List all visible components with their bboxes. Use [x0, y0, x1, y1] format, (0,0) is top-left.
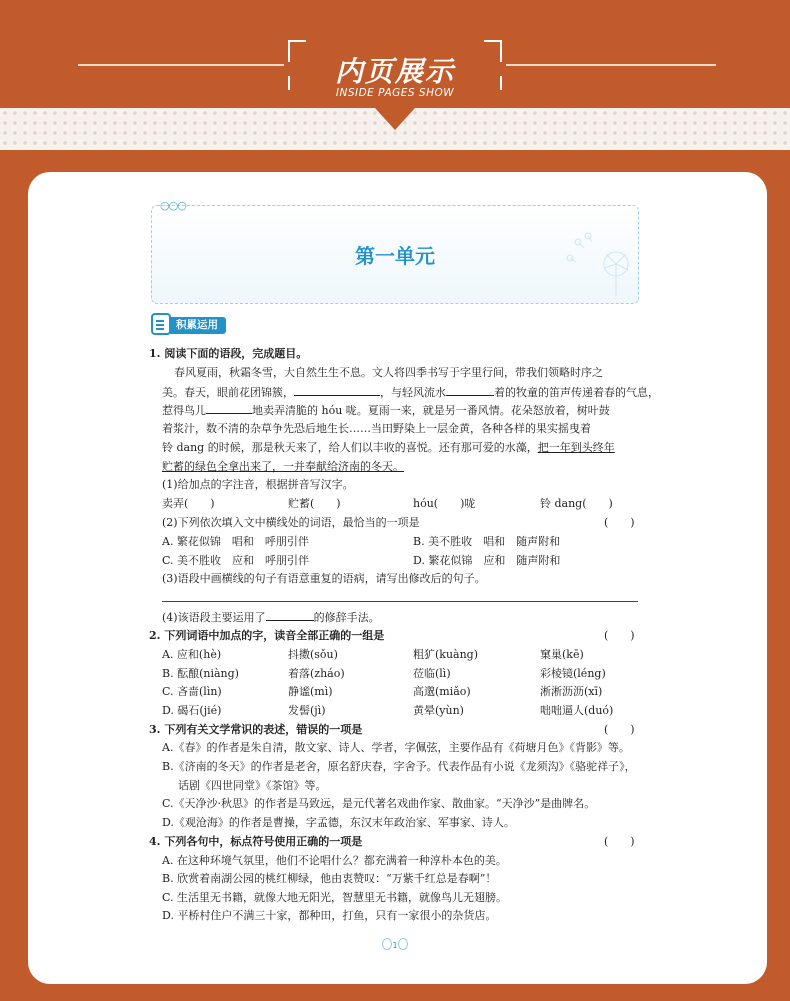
q1-line-4: 着浆汁，数不清的杂草争先恐后地生长……当田野染上一层金黄，各种各样的果实摇曳着	[162, 422, 591, 435]
q1-line-2: 美。春天，眼前花团锦簇， ，与轻风流水 着的牧童的笛声传递着春的气息，	[162, 386, 659, 399]
blank-4[interactable]	[266, 610, 314, 621]
section-tag-label: 积累运用	[170, 317, 226, 334]
blank-3[interactable]	[206, 403, 252, 414]
q2-a-4: 窠巢(kē)	[540, 648, 584, 661]
blank-1[interactable]	[294, 385, 380, 396]
q2-paren[interactable]: ( )	[604, 629, 635, 642]
q1-sub4: (4)该语段主要运用了 的修辞手法。	[162, 611, 380, 624]
q4-option-c: C. 生活里无书籍，就像大地无阳光，智慧里无书籍，就像鸟儿无翅膀。	[162, 891, 508, 904]
q1-sub2-option-d: D. 繁花似锦 应和 随声附和	[413, 554, 561, 567]
q1-line-6: 贮蓄的绿色全拿出来了，一并奉献给济南的冬天。	[162, 460, 404, 473]
q2-a-1: A. 应和(hè)	[162, 648, 222, 661]
q1-line-3: 惹得鸟儿 地卖弄清脆的 hóu 咙。夏雨一来，就是另一番风情。花朵怒放着，树叶鼓	[162, 404, 610, 417]
q3-option-a: A.《春》的作者是朱自清，散文家、诗人、学者，字佩弦，主要作品有《荷塘月色》《背影》等。	[162, 741, 630, 754]
q4-stem: 4. 下列各句中，标点符号使用正确的一项是	[149, 835, 363, 848]
blank-2[interactable]	[446, 385, 494, 396]
q2-b-3: 莅临(lì)	[413, 667, 451, 680]
q1-sub1-item-1: 卖弄( )	[162, 497, 215, 510]
q1-sub2: (2)下列依次填入文中横线处的词语，最恰当的一项是	[162, 516, 420, 529]
q1-sub1: (1)给加点的字注音，根据拼音写汉字。	[162, 478, 354, 491]
dandelion-icon	[558, 228, 636, 298]
q2-a-3: 粗犷(kuàng)	[413, 648, 479, 661]
header-notch	[375, 108, 415, 130]
page-number: 1	[392, 941, 398, 950]
q2-a-2: 抖擞(sǒu)	[288, 648, 338, 661]
q1-sub1-item-4: 铃 dang( )	[540, 497, 613, 510]
q1-sub2-option-a: A. 繁花似锦 唱和 呼朋引伴	[162, 535, 309, 548]
q1-sub2-option-c: C. 美不胜收 应和 呼朋引伴	[162, 554, 310, 567]
header-title: 内页展示	[334, 55, 455, 88]
q3-option-d: D.《观沧海》的作者是曹操，字孟德，东汉末年政治家、军事家、诗人。	[162, 816, 515, 829]
q2-stem: 2. 下列词语中加点的字，读音全部正确的一组是	[149, 629, 385, 642]
q3-option-b-cont: 话剧《四世同堂》《茶馆》等。	[178, 779, 327, 792]
q4-option-b: B. 欣赏着南湖公园的桃红柳绿，他由衷赞叹：“万紫千红总是春啊”！	[162, 872, 497, 885]
q4-paren[interactable]: ( )	[604, 835, 635, 848]
header-subtitle: INSIDE PAGES SHOW	[335, 87, 455, 99]
q3-option-c: C.《天净沙·秋思》的作者是马致远，是元代著名戏曲作家、散曲家。“天净沙”是曲牌名。	[162, 797, 596, 810]
q1-stem: 1. 阅读下面的语段，完成题目。	[149, 347, 308, 360]
q2-d-1: D. 碣石(jié)	[162, 704, 222, 717]
q2-c-1: C. 吝啬(lìn)	[162, 685, 222, 698]
q1-line-1: 春风夏雨，秋霜冬雪，大自然生生不息。文人将四季书写于字里行间，带我们领略时序之	[174, 366, 603, 379]
q3-paren[interactable]: ( )	[604, 723, 635, 736]
q2-b-4: 彩棱镜(léng)	[540, 667, 606, 680]
q2-b-2: 着落(zháo)	[288, 667, 345, 680]
answer-line[interactable]	[162, 601, 638, 602]
q2-d-3: 黄晕(yùn)	[413, 704, 464, 717]
q2-d-4: 咄咄逼人(duó)	[540, 704, 614, 717]
q1-sub1-item-2: 贮蓄( )	[288, 497, 341, 510]
q2-c-3: 高邈(miǎo)	[413, 685, 471, 698]
notebook-icon	[151, 313, 171, 335]
binder-rings-icon: ○○○	[160, 199, 186, 212]
header-band	[0, 0, 790, 108]
unit-title: 第一单元	[355, 244, 435, 268]
q3-option-b: B.《济南的冬天》的作者是老舍，原名舒庆春，字舍予。代表作品有小说《龙须沟》《骆驼祥子》，	[162, 760, 636, 773]
q2-b-1: B. 酝酿(niàng)	[162, 667, 239, 680]
q1-sub2-paren[interactable]: ( )	[604, 516, 635, 529]
q4-option-a: A. 在这种环境气氛里，他们不论唱什么？都充满着一种淳朴本色的美。	[162, 854, 507, 867]
q1-sub2-option-b: B. 美不胜收 唱和 随声附和	[413, 535, 561, 548]
q2-d-2: 发髻(jì)	[288, 704, 326, 717]
q2-c-2: 静谧(mì)	[288, 685, 333, 698]
q2-c-4: 淅淅沥沥(xī)	[540, 685, 603, 698]
q4-option-d: D. 平桥村住户不满三十家，都种田，打鱼，只有一家很小的杂货店。	[162, 909, 497, 922]
q1-line-5: 铃 dang 的时候，那是秋天来了，给人们以丰收的喜悦。还有那可爱的水藻，把一年到头终年	[162, 441, 615, 454]
q1-sub1-item-3: hóu( )咙	[413, 497, 476, 510]
q3-stem: 3. 下列有关文学常识的表述，错误的一项是	[149, 723, 363, 736]
q1-sub3: (3)语段中画横线的句子有语意重复的语病，请写出修改后的句子。	[162, 572, 486, 585]
